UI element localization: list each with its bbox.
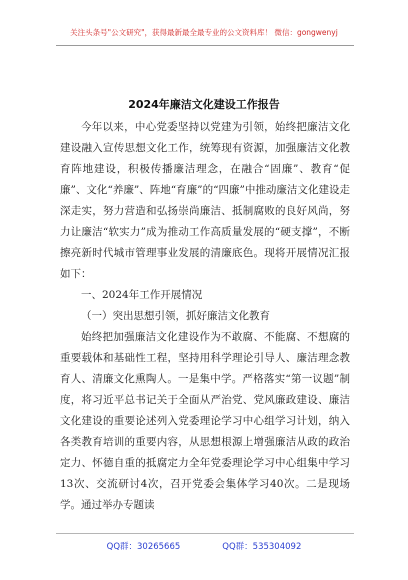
header-divider — [56, 45, 354, 46]
subsection-heading: （一）突出思想引领，抓好廉洁文化教育 — [81, 310, 270, 322]
body-paragraph: 始终把加强廉洁文化建设作为不敢腐、不能腐、不想腐的重要载体和基础性工程，坚持用科学理论引导人、廉洁理念教育人、清廉文化熏陶人。一是集中学。严格落实“第一议题”制度，将习近平总书记关于全面从严治党、党风廉政建设、廉洁文化建设的重要论述列入党委理论学习中心组学习计划，纳入各类教育培训的重要内容，从思想根源上增强廉洁从政的政治定力、怀德自重的抵腐定力全年党委理论学习中心组集中学习13次、交流研讨4次，召开党委会集体学习40次。二是现场学。通过举办专题读 — [60, 331, 350, 511]
footer-qq-group-2: QQ群：535304092 — [222, 542, 302, 552]
intro-paragraph: 今年以来，中心党委坚持以党建为引领，始终把廉洁文化建设融入宣传思想文化工作，统筹现有资源，加强廉洁文化教育阵地建设，积极传播廉洁理念，在融合“固廉”、教育“促廉”、文化“养廉”、阵地“育廉”的“四廉”中推动廉洁文化建设走深走实，努力营造和弘扬崇尚廉洁、抵制腐败的良好风尚，努力让廉洁“软实力”成为推动工作高质量发展的“硬支撑”，不断擦亮新时代城市管理事业发展的清廉底色。现将开展情况汇报如下： — [60, 121, 350, 280]
document-title: 2024年廉洁文化建设工作报告 — [128, 98, 280, 111]
footer-qq-group-1: QQ群：30265665 — [106, 542, 181, 552]
document-body — [60, 117, 350, 516]
footer-divider — [56, 533, 354, 534]
section-heading: 一、2024年工作开展情况 — [81, 289, 203, 301]
header-promo-note: 关注头条号"公文研究"，获得最新最全最专业的公文资料库！ 微信：gongwenyj — [70, 28, 338, 37]
footer — [0, 540, 408, 552]
